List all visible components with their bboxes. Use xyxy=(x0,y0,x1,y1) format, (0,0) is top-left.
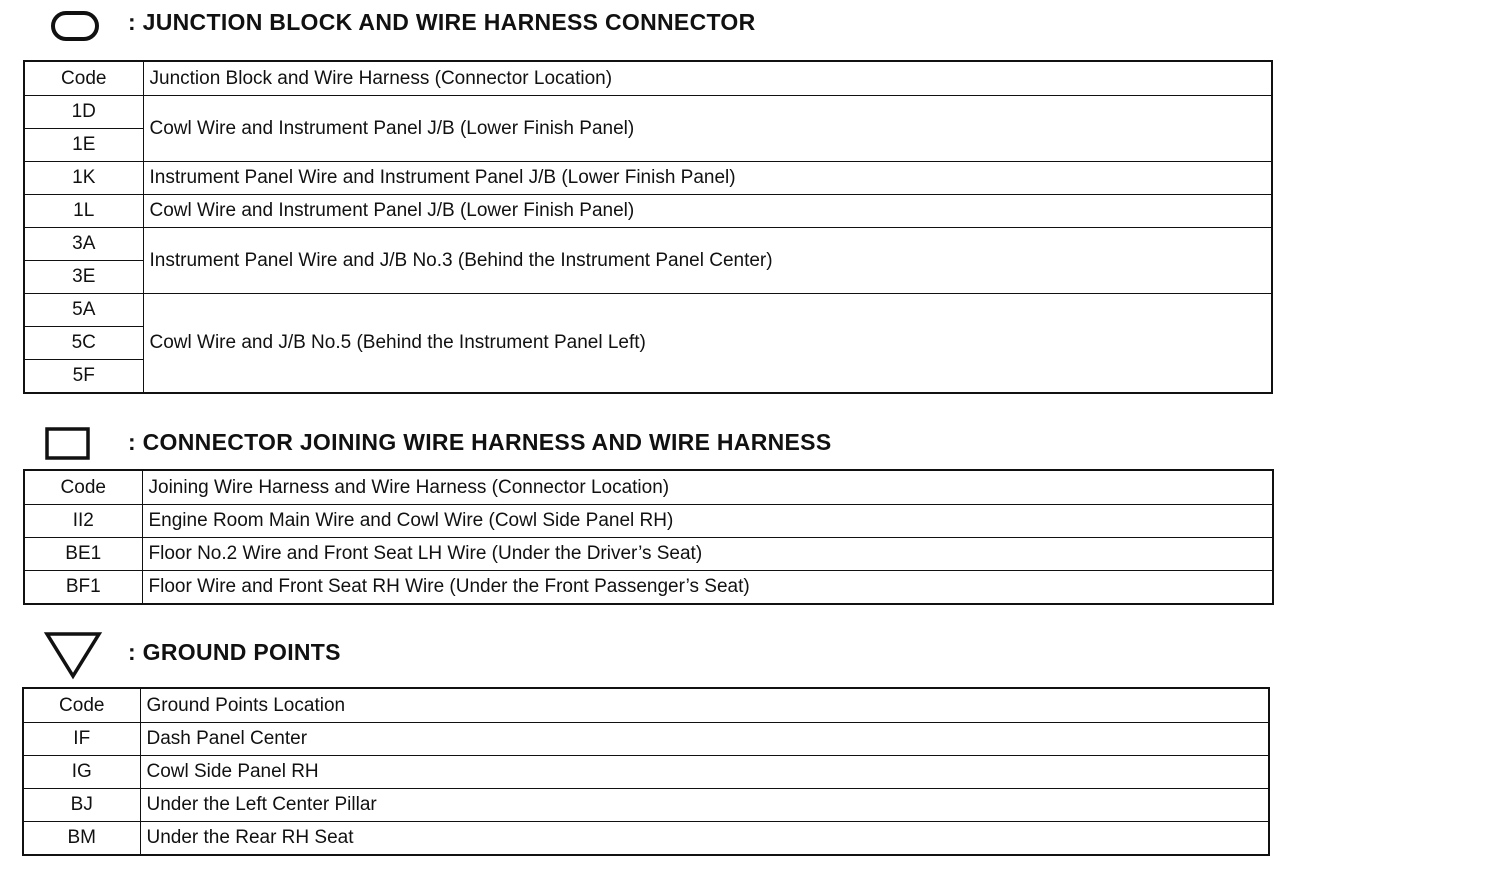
table-row xyxy=(24,505,1273,538)
table-row xyxy=(24,162,1272,195)
table-row xyxy=(24,195,1272,228)
table-row xyxy=(23,756,1269,789)
junction-block-table xyxy=(23,60,1273,394)
table-header-row xyxy=(24,470,1273,505)
code-cell: 1K xyxy=(24,162,143,195)
location-cell: Cowl Wire and J/B No.5 (Behind the Instrument Panel Left) xyxy=(143,294,1272,394)
location-cell: Dash Panel Center xyxy=(140,723,1269,756)
code-column-header: Code xyxy=(24,61,143,96)
table-row xyxy=(23,723,1269,756)
table-row xyxy=(24,538,1273,571)
rounded-rectangle-icon xyxy=(48,6,104,44)
code-column-header: Code xyxy=(24,470,142,505)
table-row xyxy=(24,96,1272,129)
location-column-header: Junction Block and Wire Harness (Connector Location) xyxy=(143,61,1272,96)
location-cell: Under the Left Center Pillar xyxy=(140,789,1269,822)
code-cell: 5A xyxy=(24,294,143,327)
connector-joining-title: : CONNECTOR JOINING WIRE HARNESS AND WIRE HARNESS xyxy=(128,429,832,455)
junction-block-title: : JUNCTION BLOCK AND WIRE HARNESS CONNECTOR xyxy=(128,9,756,35)
ground-points-heading xyxy=(0,630,1300,670)
code-cell: 1D xyxy=(24,96,143,129)
location-cell: Cowl Wire and Instrument Panel J/B (Lower Finish Panel) xyxy=(143,96,1272,162)
table-header-row xyxy=(23,688,1269,723)
code-cell: BE1 xyxy=(24,538,142,571)
connector-joining-heading xyxy=(0,422,1300,462)
table-row xyxy=(23,822,1269,856)
code-cell: 1L xyxy=(24,195,143,228)
table-row xyxy=(24,571,1273,605)
code-cell: 3A xyxy=(24,228,143,261)
code-cell: 5C xyxy=(24,327,143,360)
ground-points-title: : GROUND POINTS xyxy=(128,639,341,665)
table-row xyxy=(24,294,1272,327)
ground-points-table xyxy=(22,687,1270,856)
table-row xyxy=(23,789,1269,822)
table-row xyxy=(24,228,1272,261)
location-cell: Cowl Wire and Instrument Panel J/B (Lower Finish Panel) xyxy=(143,195,1272,228)
location-column-header: Ground Points Location xyxy=(140,688,1269,723)
code-cell: BF1 xyxy=(24,571,142,605)
inverted-triangle-icon xyxy=(42,630,104,680)
code-column-header: Code xyxy=(23,688,140,723)
location-cell: Instrument Panel Wire and J/B No.3 (Behind the Instrument Panel Center) xyxy=(143,228,1272,294)
code-cell: 3E xyxy=(24,261,143,294)
location-cell: Engine Room Main Wire and Cowl Wire (Cowl Side Panel RH) xyxy=(142,505,1273,538)
code-cell: BM xyxy=(23,822,140,856)
junction-block-heading xyxy=(0,4,1300,44)
location-cell: Floor Wire and Front Seat RH Wire (Under the Front Passenger’s Seat) xyxy=(142,571,1273,605)
location-cell: Cowl Side Panel RH xyxy=(140,756,1269,789)
code-cell: IG xyxy=(23,756,140,789)
code-cell: IF xyxy=(23,723,140,756)
connector-joining-table xyxy=(23,469,1274,605)
code-cell: 5F xyxy=(24,360,143,394)
location-cell: Instrument Panel Wire and Instrument Panel J/B (Lower Finish Panel) xyxy=(143,162,1272,195)
code-cell: II2 xyxy=(24,505,142,538)
table-header-row xyxy=(24,61,1272,96)
code-cell: BJ xyxy=(23,789,140,822)
rectangle-icon xyxy=(44,426,94,462)
location-cell: Under the Rear RH Seat xyxy=(140,822,1269,856)
location-cell: Floor No.2 Wire and Front Seat LH Wire (Under the Driver’s Seat) xyxy=(142,538,1273,571)
location-column-header: Joining Wire Harness and Wire Harness (Connector Location) xyxy=(142,470,1273,505)
code-cell: 1E xyxy=(24,129,143,162)
